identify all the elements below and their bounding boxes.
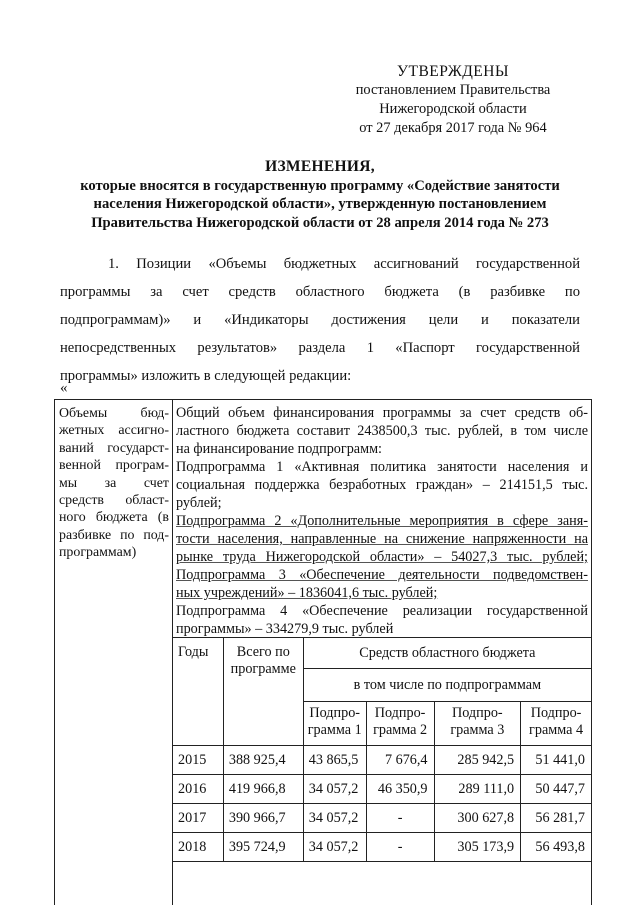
label-line: программам) [59,545,137,561]
intro-paragraph [60,250,580,390]
cell-p4: 51 441,0 [521,746,592,775]
cell-p1: 43 865,5 [303,746,366,775]
cell-p2: - [366,804,434,833]
header-subprogram-2: Подпро-грамма 2 [366,702,434,746]
cell-year: 2016 [173,775,224,804]
cell-p4: 56 493,8 [521,833,592,862]
cell-p3: 300 627,8 [434,804,521,833]
desc-line: на финансирование подпрограмм: [176,441,383,457]
label-line: жетных ассигно- [59,423,169,439]
title-main: ИЗМЕНЕНИЯ, [265,158,375,175]
title-line: населения Нижегородской области», утвержденную постановлением [93,196,547,212]
cell-p2: 46 350,9 [366,775,434,804]
approval-block [318,62,588,138]
header-subprogram-3: Подпро-грамма 3 [434,702,521,746]
desc-line: Подпрограмма 3 «Обеспечение деятельности подведомствен- [176,567,588,583]
cell-total: 419 966,8 [223,775,303,804]
intro-line: программы за счет средств областного бюджета (в разбивке по [60,284,580,300]
table-row [173,804,592,833]
cell-p2: - [366,833,434,862]
desc-line: Подпрограмма 1 «Активная политика занятости населения и [176,459,588,475]
cell-p4: 50 447,7 [521,775,592,804]
cell-p1: 34 057,2 [303,804,366,833]
desc-line: ных учреждений» – 1836041,6 тыс. рублей; [176,585,438,601]
cell-total: 388 925,4 [223,746,303,775]
title-line: Правительства Нижегородской области от 28 апреля 2014 года № 273 [91,214,549,231]
approval-heading: УТВЕРЖДЕНЫ [397,63,509,80]
label-line: ного бюджета (в [59,510,169,526]
desc-line: Подпрограмма 2 «Дополнительные мероприятия в сфере заня- [176,513,588,529]
cell-p4: 56 281,7 [521,804,592,833]
header-years: Годы [173,638,224,746]
approval-line: Нижегородской области [379,101,527,117]
label-line: мы за счет [59,475,169,491]
desc-line: Общий объем финансирования программы за счет средств об- [176,405,588,421]
document-title [40,158,600,232]
approval-line: постановлением Правительства [355,82,551,98]
header-subprogram-1: Подпро-грамма 1 [303,702,366,746]
label-line: Объемы бюд- [59,406,169,421]
intro-line: программы» изложить в следующей редакции: [60,368,352,384]
cell-p1: 34 057,2 [303,833,366,862]
table-row [173,746,592,775]
financing-table [172,637,592,862]
cell-year: 2018 [173,833,224,862]
approval-line: от 27 декабря 2017 года № 964 [359,120,547,136]
desc-line: ластного бюджета составит 2438500,3 тыс. рублей, в том числе [176,423,588,439]
header-subprograms: в том числе по подпрограммам [303,669,591,702]
label-line: разбивке по под- [59,527,169,543]
header-total: Всего по программе [223,638,303,746]
cell-p1: 34 057,2 [303,775,366,804]
cell-year: 2017 [173,804,224,833]
header-subprogram-4: Подпро-грамма 4 [521,702,592,746]
intro-line: подпрограммам)» и «Индикаторы достижения цели и показатели [60,312,580,328]
label-line: ваний государст- [59,440,169,456]
budget-label-cell [54,399,173,905]
desc-line: социальная поддержка безработных граждан» – 214151,5 тыс. [176,477,588,493]
cell-p3: 285 942,5 [434,746,521,775]
label-line: средств област- [59,493,169,509]
label-line: венной програм- [59,458,169,474]
intro-line: непосредственных результатов» раздела 1 «Паспорт государственной [60,340,580,356]
desc-line: Подпрограмма 4 «Обеспечение реализации государственной [176,603,588,619]
title-line: которые вносятся в государственную программу «Содействие занятости [80,177,560,194]
cell-year: 2015 [173,746,224,775]
header-budget: Средств областного бюджета [303,638,591,669]
desc-line: программы» – 334279,9 тыс. рублей [176,621,394,637]
table-row [173,775,592,804]
budget-description [176,404,588,638]
cell-p3: 305 173,9 [434,833,521,862]
cell-total: 390 966,7 [223,804,303,833]
desc-line: рублей; [176,495,222,511]
desc-line: рынке труда Нижегородской области» – 54027,3 тыс. рублей; [176,549,588,565]
intro-line: 1. Позиции «Объемы бюджетных ассигнований государственной [108,256,580,272]
desc-line: тости населения, направленные на снижение напряженности на [176,531,588,547]
opening-quote: « [60,380,68,396]
cell-p3: 289 111,0 [434,775,521,804]
table-row [173,833,592,862]
cell-total: 395 724,9 [223,833,303,862]
cell-p2: 7 676,4 [366,746,434,775]
